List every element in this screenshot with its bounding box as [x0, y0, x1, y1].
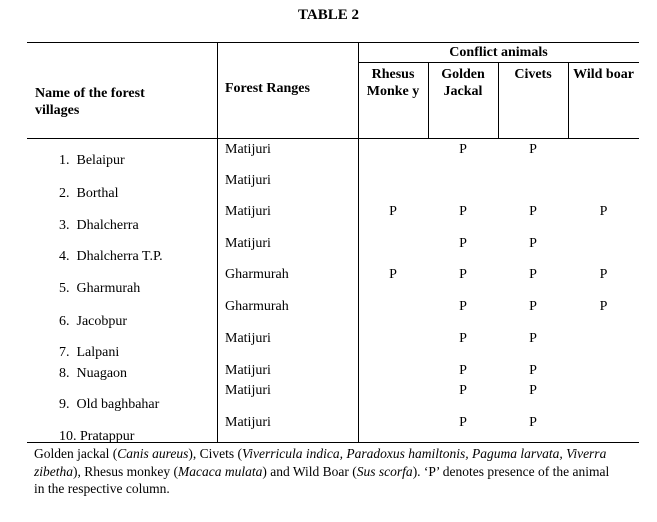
header-conflict-animals: Conflict animals: [449, 45, 548, 60]
footnote-text: Golden jackal (: [34, 446, 118, 461]
presence-civets: P: [529, 142, 537, 157]
presence-boar: P: [599, 204, 608, 219]
presence-jackal: P: [459, 299, 467, 314]
footnote-text: ), Rhesus monkey (: [73, 463, 178, 479]
header-rhesus: Rhesus Monke y: [366, 67, 420, 99]
range-cell: Matijuri: [225, 363, 271, 378]
village-name: 5. Gharmurah: [59, 281, 141, 296]
range-cell: Matijuri: [225, 331, 271, 346]
range-cell: Matijuri: [225, 142, 271, 157]
range-cell: Matijuri: [225, 236, 271, 251]
village-name: 9. Old baghbahar: [59, 397, 160, 412]
column-divider-village: [217, 42, 218, 442]
header-bottom-border: [27, 138, 639, 139]
footnote-text: ). ‘P’ denotes presence of the animal in the respective column.: [34, 463, 610, 496]
rhesus-species: Macaca mulata: [178, 463, 263, 479]
range-cell: Matijuri: [225, 415, 271, 430]
presence-civets: P: [529, 363, 537, 378]
golden-jackal-species: Canis aureus: [117, 446, 189, 461]
presence-jackal: P: [459, 204, 467, 219]
presence-civets: P: [529, 331, 537, 346]
header-range: Forest Ranges: [225, 81, 310, 96]
table-footnote: [34, 445, 612, 498]
presence-jackal: P: [459, 383, 467, 398]
presence-civets: P: [529, 299, 537, 314]
village-name: 6. Jacobpur: [59, 314, 128, 329]
footnote-text: ), Civets (: [188, 446, 242, 461]
presence-jackal: P: [459, 267, 467, 282]
presence-jackal: P: [459, 415, 467, 430]
presence-civets: P: [529, 236, 537, 251]
boar-species: Sus scorfa: [356, 463, 413, 479]
range-cell: Gharmurah: [225, 299, 289, 314]
presence-civets: P: [529, 267, 537, 282]
village-name: 7. Lalpani: [59, 345, 120, 360]
presence-jackal: P: [459, 331, 467, 346]
range-cell: Matijuri: [225, 383, 271, 398]
column-divider-rhesus: [428, 62, 429, 138]
header-village: Name of the forest villages: [35, 86, 145, 118]
civet-species: Viverricula indica, Paradoxus hamiltonis, Paguma larvata, Viverra zibetha: [34, 446, 607, 479]
presence-boar: P: [599, 299, 608, 314]
header-jackal: Golden Jackal: [441, 67, 485, 99]
presence-jackal: P: [459, 363, 467, 378]
village-name: 4. Dhalcherra T.P.: [59, 249, 163, 264]
presence-civets: P: [529, 383, 537, 398]
presence-rhesus: P: [389, 267, 397, 282]
header-civets: Civets: [514, 67, 552, 82]
presence-jackal: P: [459, 236, 467, 251]
table-title: TABLE 2: [298, 7, 359, 23]
presence-boar: P: [599, 267, 608, 282]
presence-jackal: P: [459, 142, 467, 157]
village-name: 8. Nuagaon: [59, 366, 128, 381]
village-name: 2. Borthal: [59, 186, 119, 201]
range-cell: Matijuri: [225, 204, 271, 219]
village-name: 1. Belaipur: [59, 153, 125, 168]
header-wild-boar: Wild boar: [573, 67, 634, 82]
presence-civets: P: [529, 204, 537, 219]
presence-civets: P: [529, 415, 537, 430]
table-top-border: [27, 42, 639, 43]
village-name: 10. Pratappur: [59, 429, 135, 444]
footnote-text: ) and Wild Boar (: [262, 463, 357, 479]
village-name: 3. Dhalcherra: [59, 218, 139, 233]
column-divider-range: [358, 42, 359, 442]
range-cell: Matijuri: [225, 173, 271, 188]
presence-rhesus: P: [389, 204, 397, 219]
range-cell: Gharmurah: [225, 267, 289, 282]
